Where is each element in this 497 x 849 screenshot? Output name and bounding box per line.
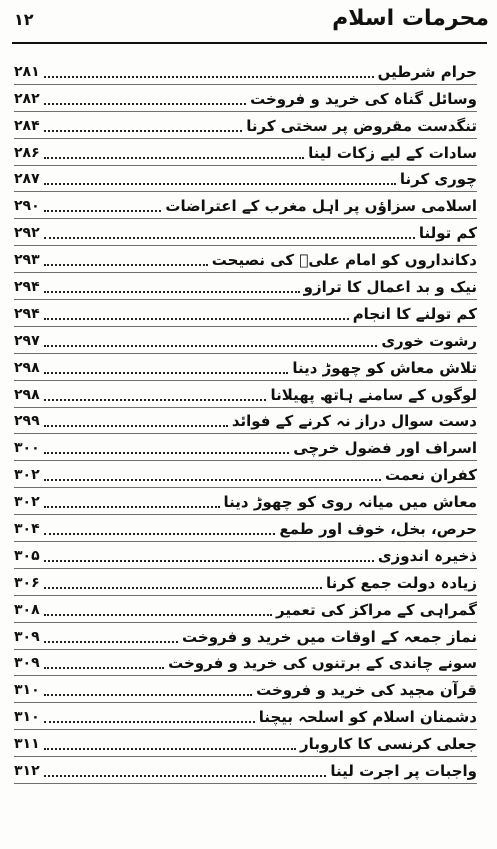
- dot-leader: [44, 318, 349, 320]
- dot-leader: [44, 452, 290, 454]
- toc-entry-title: ذخیرہ اندوزی: [377, 546, 477, 565]
- toc-entry-page: ۳۱۲: [14, 763, 40, 780]
- toc-entry-page: ۲۹۲: [14, 225, 40, 242]
- toc-entry-page: ۳۱۰: [14, 682, 40, 699]
- toc-entry-title: معاش میں میانہ روی کو چھوڑ دینا: [223, 493, 477, 512]
- toc-entry-title: زیادہ دولت جمع کرنا: [325, 573, 477, 592]
- dot-leader: [44, 399, 267, 401]
- toc-entry-page: ۳۰۴: [14, 521, 40, 538]
- toc-entry: [14, 166, 477, 193]
- toc-entry-page: ۲۹۰: [14, 198, 40, 215]
- toc-entry-title: جعلی کرنسی کا کاروبار: [300, 735, 477, 754]
- toc-entry-title: وسائل گناہ کی خرید و فروخت: [250, 89, 477, 108]
- toc-entry: [14, 542, 477, 569]
- toc-entry-page: ۲۹۸: [14, 386, 40, 403]
- dot-leader: [44, 694, 252, 696]
- dot-leader: [44, 587, 322, 589]
- toc-entry-page: ۳۰۵: [14, 547, 40, 564]
- toc-entry: [14, 273, 477, 300]
- dot-leader: [44, 130, 243, 132]
- toc-entry: [14, 300, 477, 327]
- toc-entry-title: دست سوال دراز نہ کرنے کے فوائد: [231, 412, 477, 431]
- toc-entry-title: کم تولنے کا انجام: [352, 304, 477, 323]
- dot-leader: [44, 157, 305, 159]
- dot-leader: [44, 291, 300, 293]
- toc-entry-page: ۲۹۸: [14, 359, 40, 376]
- dot-leader: [44, 748, 296, 750]
- toc-entry-page: ۲۹۹: [14, 413, 40, 430]
- toc-entry-title: لوگوں کے سامنے ہاتھ پھیلانا: [270, 385, 477, 404]
- toc-entry: [14, 246, 477, 273]
- dot-leader: [44, 775, 327, 777]
- toc-entry: [14, 623, 477, 650]
- toc-entry-page: ۲۹۴: [14, 279, 40, 296]
- dot-leader: [44, 425, 228, 427]
- dot-leader: [44, 76, 374, 78]
- toc-entry-page: ۳۰۰: [14, 440, 40, 457]
- toc-entry: [14, 676, 477, 703]
- dot-leader: [44, 560, 374, 562]
- dot-leader: [44, 183, 396, 185]
- toc-entry-page: ۳۰۹: [14, 628, 40, 645]
- toc-entry-page: ۳۰۲: [14, 494, 40, 511]
- toc-entry-page: ۲۹۷: [14, 332, 40, 349]
- toc-entry: [14, 327, 477, 354]
- toc-entry: [14, 703, 477, 730]
- toc-entry-title: کفران نعمت: [384, 466, 477, 485]
- dot-leader: [44, 210, 162, 212]
- toc-entry-page: ۳۱۱: [14, 736, 40, 753]
- page-header: [14, 6, 489, 40]
- toc-entry-title: قرآن مجید کی خرید و فروخت: [256, 681, 477, 700]
- table-of-contents: [14, 58, 477, 784]
- toc-entry: [14, 434, 477, 461]
- toc-entry-page: ۲۸۴: [14, 117, 40, 134]
- toc-entry-title: حرام شرطیں: [377, 62, 477, 81]
- dot-leader: [44, 479, 381, 481]
- toc-entry-page: ۳۰۶: [14, 574, 40, 591]
- toc-entry-page: ۲۸۷: [14, 171, 40, 188]
- toc-entry-title: چوری کرنا: [399, 170, 477, 189]
- toc-entry: [14, 219, 477, 246]
- toc-entry-title: رشوت خوری: [381, 331, 477, 350]
- toc-entry-title: دکانداروں کو امام علیؑ کی نصیحت: [211, 251, 477, 270]
- book-title: محرمات اسلام: [332, 6, 489, 31]
- dot-leader: [44, 506, 220, 508]
- toc-entry-title: سادات کے لیے زکات لینا: [308, 143, 477, 162]
- dot-leader: [44, 345, 378, 347]
- toc-entry: [14, 515, 477, 542]
- toc-entry-title: نماز جمعہ کے اوقات میں خرید و فروخت: [182, 627, 477, 646]
- dot-leader: [44, 103, 246, 105]
- toc-entry-title: اسلامی سزاؤں پر اہل مغرب کے اعتراضات: [165, 197, 477, 216]
- toc-entry-title: اسراف اور فضول خرچی: [293, 439, 477, 458]
- toc-entry-page: ۲۸۲: [14, 90, 40, 107]
- header-divider: [12, 42, 487, 44]
- toc-entry: [14, 569, 477, 596]
- toc-entry: [14, 650, 477, 677]
- toc-entry-page: ۳۰۸: [14, 601, 40, 618]
- toc-entry-title: سونے چاندی کے برتنوں کی خرید و فروخت: [168, 654, 477, 673]
- dot-leader: [44, 721, 255, 723]
- toc-entry: [14, 58, 477, 85]
- toc-entry-title: تلاش معاش کو چھوڑ دینا: [292, 358, 477, 377]
- toc-entry-page: ۳۰۹: [14, 655, 40, 672]
- toc-entry-title: گمراہی کے مراکز کی تعمیر: [276, 600, 477, 619]
- toc-entry: [14, 757, 477, 784]
- toc-entry-title: حرص، بخل، خوف اور طمع: [279, 520, 477, 539]
- toc-entry: [14, 192, 477, 219]
- toc-entry: [14, 488, 477, 515]
- toc-entry: [14, 461, 477, 488]
- toc-entry-title: دشمنان اسلام کو اسلحہ بیچنا: [258, 708, 477, 727]
- dot-leader: [44, 533, 276, 535]
- toc-entry-title: تنگدست مقروض پر سختی کرنا: [246, 116, 477, 135]
- toc-entry-title: واجبات پر اجرت لینا: [330, 762, 477, 781]
- toc-entry: [14, 112, 477, 139]
- toc-entry: [14, 354, 477, 381]
- toc-entry: [14, 139, 477, 166]
- dot-leader: [44, 667, 164, 669]
- toc-entry-page: ۲۹۴: [14, 305, 40, 322]
- toc-entry: [14, 408, 477, 435]
- dot-leader: [44, 614, 272, 616]
- toc-entry-title: کم تولنا: [418, 224, 477, 243]
- toc-entry-page: ۳۰۲: [14, 467, 40, 484]
- dot-leader: [44, 264, 208, 266]
- toc-entry: [14, 596, 477, 623]
- toc-entry: [14, 730, 477, 757]
- dot-leader: [44, 641, 178, 643]
- toc-entry-title: نیک و بد اعمال کا ترازو: [303, 278, 477, 297]
- toc-entry-page: ۳۱۰: [14, 709, 40, 726]
- dot-leader: [44, 372, 289, 374]
- toc-entry: [14, 85, 477, 112]
- toc-entry-page: ۲۸۶: [14, 144, 40, 161]
- dot-leader: [44, 237, 415, 239]
- toc-entry: [14, 381, 477, 408]
- toc-entry-page: ۲۹۳: [14, 252, 40, 269]
- toc-entry-page: ۲۸۱: [14, 63, 40, 80]
- page-number: ۱۲: [14, 10, 34, 29]
